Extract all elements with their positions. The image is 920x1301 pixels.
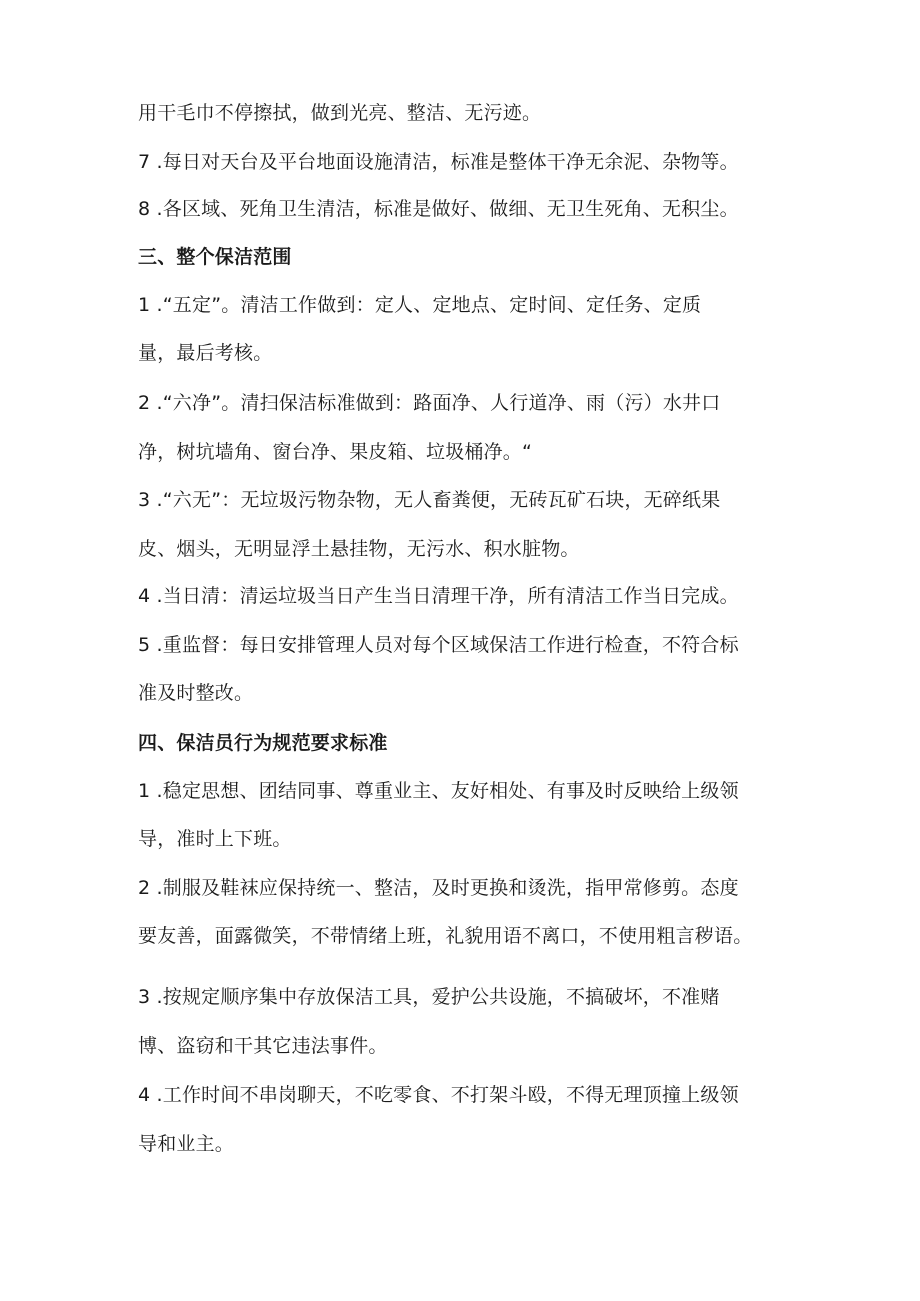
section3-item-2-line1: 2 .“六净”。清扫保洁标准做到：路面净、人行道净、雨（污）水井口 xyxy=(138,392,721,414)
section3-item-4: 4 .当日清：清运垃圾当日产生当日清理干净，所有清洁工作当日完成。 xyxy=(138,585,739,607)
section-heading-4: 四、保洁员行为规范要求标准 xyxy=(138,732,388,754)
text-line-continuation: 用干毛巾不停擦拭，做到光亮、整洁、无污迹。 xyxy=(138,102,542,124)
section4-item-4-line1: 4 .工作时间不串岗聊天，不吃零食、不打架斗殴，不得无理顶撞上级领 xyxy=(138,1084,739,1106)
section3-item-2-line2: 净，树坑墙角、窗台净、果皮箱、垃圾桶净。“ xyxy=(138,441,533,463)
section4-item-2-line2: 要友善，面露微笑，不带情绪上班，礼貌用语不离口，不使用粗言秽语。 xyxy=(138,925,753,947)
item-7: 7 .每日对天台及平台地面设施清洁，标准是整体干净无余泥、杂物等。 xyxy=(138,151,739,173)
section-heading-3: 三、整个保洁范围 xyxy=(138,246,292,268)
section3-item-1-line2: 量，最后考核。 xyxy=(138,342,273,364)
section4-item-3-line2: 博、盗窃和干其它违法事件。 xyxy=(138,1035,388,1057)
section3-item-5-line2: 准及时整改。 xyxy=(138,682,254,704)
section3-item-5-line1: 5 .重监督：每日安排管理人员对每个区域保洁工作进行检查，不符合标 xyxy=(138,634,739,656)
section4-item-4-line2: 导和业主。 xyxy=(138,1133,235,1155)
section3-item-3-line1: 3 .“六无”：无垃圾污物杂物，无人畜粪便，无砖瓦矿石块，无碎纸果 xyxy=(138,489,721,511)
section3-item-1-line1: 1 .“五定”。清洁工作做到：定人、定地点、定时间、定任务、定质 xyxy=(138,294,702,316)
section4-item-1-line2: 导，准时上下班。 xyxy=(138,828,292,850)
section3-item-3-line2: 皮、烟头，无明显浮土悬挂物，无污水、积水脏物。 xyxy=(138,538,580,560)
section4-item-1-line1: 1 .稳定思想、团结同事、尊重业主、友好相处、有事及时反映给上级领 xyxy=(138,780,739,802)
item-8: 8 .各区域、死角卫生清洁，标准是做好、做细、无卫生死角、无积尘。 xyxy=(138,198,739,220)
section4-item-3-line1: 3 .按规定顺序集中存放保洁工具，爱护公共设施，不搞破坏，不准赌 xyxy=(138,986,720,1008)
section4-item-2-line1: 2 .制服及鞋袜应保持统一、整洁，及时更换和烫洗，指甲常修剪。态度 xyxy=(138,877,739,899)
